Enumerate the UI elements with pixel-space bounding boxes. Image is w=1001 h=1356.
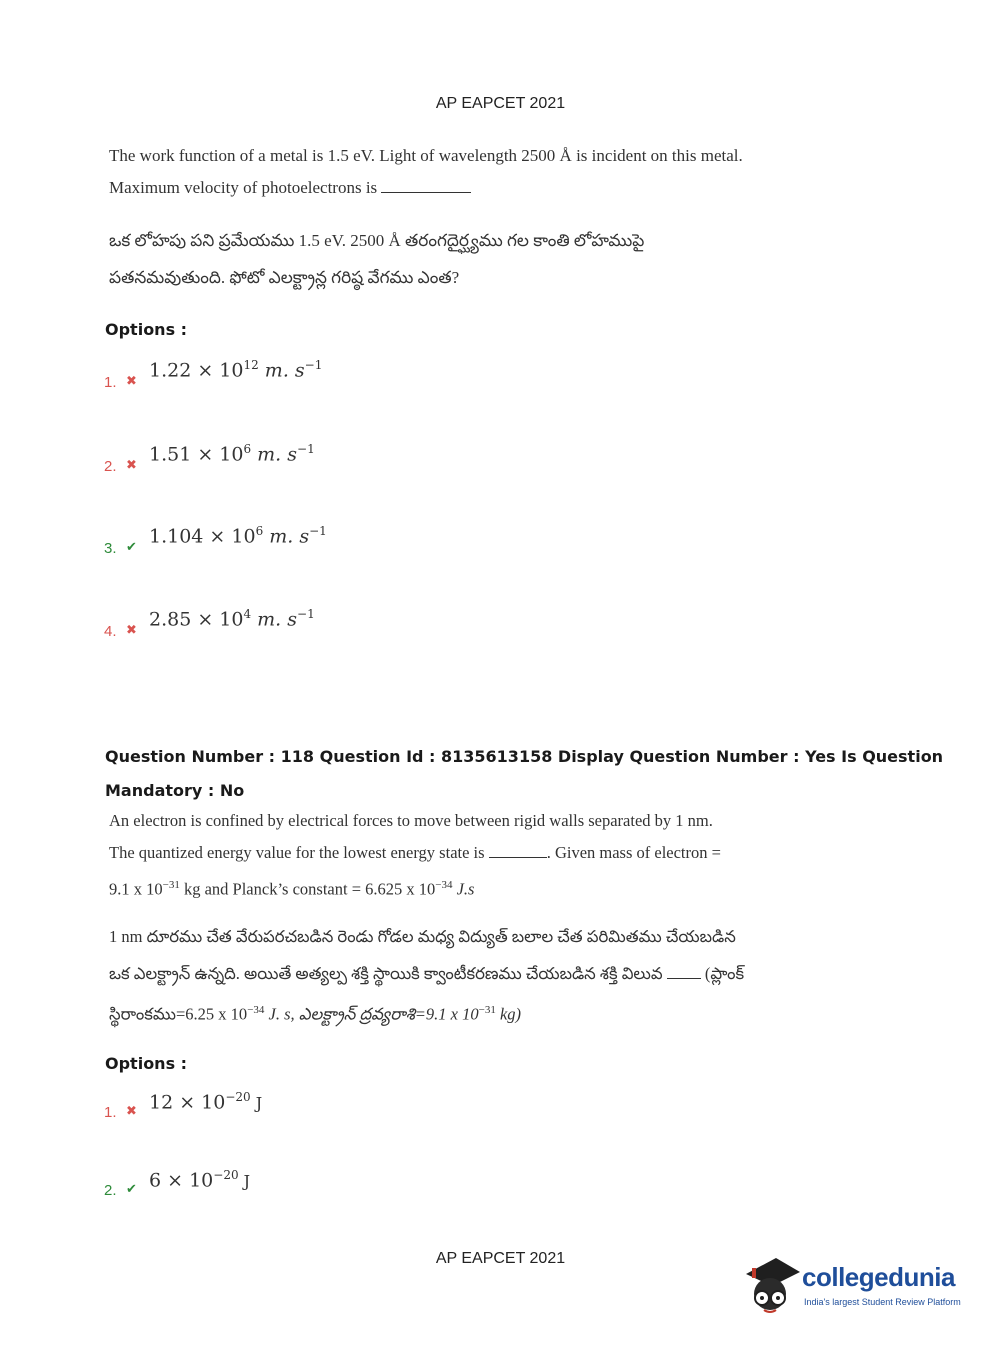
answer-blank — [489, 857, 547, 858]
q2-telugu-line3a-exp: −34 — [247, 1004, 265, 1016]
option-unit-exponent: −1 — [304, 358, 323, 372]
q2-meta-line1: Question Number : 118 Question Id : 8135613158 Display Question Number : Yes Is Question — [105, 747, 944, 766]
cross-icon: ✖ — [126, 373, 137, 388]
q2-english-line3b-exp: −34 — [435, 879, 453, 891]
option-unit: m. s — [263, 525, 310, 548]
option-unit-exponent: −1 — [297, 607, 315, 621]
q2-telugu-line3b: J. s, ఎలక్ట్రాన్ ద్రవ్యరాశి=9.1 x 10 — [264, 1004, 479, 1024]
option-value — [149, 524, 327, 547]
cross-icon: ✖ — [126, 622, 137, 637]
option-mantissa: 1.51 × 10 — [149, 443, 244, 466]
logo-tagline: India's largest Student Review Platform — [804, 1297, 961, 1307]
q2-english-line3c: J.s — [452, 879, 475, 899]
q2-english-line2b: . Given mass of electron = — [546, 843, 721, 862]
option-unit: m. s — [251, 608, 298, 631]
option-mantissa: 2.85 × 10 — [149, 608, 244, 631]
option-number: 3. — [104, 540, 117, 557]
option-exponent: 12 — [243, 358, 259, 372]
q2-telugu-line1: 1 nm దూరము చేత వేరుపరచబడిన రెండు గోడల మధ్య విద్యుత్ బలాల చేత పరిమితము చేయబడిన — [109, 927, 736, 946]
q2-english-line1: An electron is confined by electrical forces to move between rigid walls separated by 1 nm. — [109, 811, 713, 830]
q2-telugu-line3c: kg) — [495, 1004, 522, 1024]
option-exponent: −20 — [225, 1090, 251, 1104]
q2-english-line2a: The quantized energy value for the lowest energy state is — [109, 843, 485, 862]
q2-telugu — [109, 918, 744, 1033]
answer-blank — [381, 192, 471, 193]
q1-english — [109, 140, 743, 204]
q2-english-line3a-exp: −31 — [162, 879, 180, 891]
mascot-icon — [742, 1250, 802, 1320]
option-number: 1. — [104, 374, 117, 391]
q2-telugu-line3a: స్థిరాంకము=6.25 x 10 — [109, 1004, 248, 1024]
option-unit: m. s — [251, 443, 298, 466]
option-number: 2. — [104, 1182, 117, 1199]
option-mantissa: 12 × 10 — [149, 1091, 226, 1114]
option-unit-exponent: −1 — [309, 524, 327, 538]
q2-english-line3b: kg and Planck’s constant = 6.625 x 10 — [179, 879, 436, 899]
check-icon: ✔ — [126, 1181, 137, 1196]
logo-brand: collegedunia — [802, 1262, 955, 1292]
option-unit: J — [250, 1093, 263, 1113]
option-value — [149, 1090, 262, 1113]
q1-options-label: Options : — [105, 320, 188, 339]
option-number: 1. — [104, 1104, 117, 1121]
option-exponent: 6 — [243, 442, 252, 456]
q2-options-label: Options : — [105, 1054, 188, 1073]
q2-telugu-line3b-exp: −31 — [478, 1004, 496, 1016]
option-mantissa: 6 × 10 — [149, 1169, 214, 1192]
q2-telugu-line3 — [109, 992, 744, 1033]
q2-english — [109, 805, 721, 906]
q2-telugu-line2a: ఒక ఎలక్ట్రాన్ ఉన్నది. అయితే అత్యల్ప శక్తి స్థాయికి క్వాంటీకరణము చేయబడిన శక్తి విలువ — [109, 964, 663, 983]
q2-telugu-line2 — [109, 955, 744, 992]
option-exponent: 4 — [243, 607, 252, 621]
option-number: 2. — [104, 458, 117, 475]
option-value — [149, 607, 315, 630]
option-exponent: −20 — [213, 1168, 239, 1182]
q1-english-line2 — [109, 172, 743, 204]
q1-telugu — [109, 222, 644, 296]
q2-english-line3a: 9.1 x 10 — [109, 879, 163, 899]
option-unit-exponent: −1 — [297, 442, 315, 456]
q1-english-line1: The work function of a metal is 1.5 eV. Light of wavelength 2500 Å is incident on this metal. — [109, 146, 743, 165]
option-unit: m. s — [258, 359, 305, 382]
answer-blank — [667, 978, 701, 979]
cross-icon: ✖ — [126, 1103, 137, 1118]
page-header: AP EAPCET 2021 — [435, 95, 566, 112]
q2-telugu-line2b: (ప్లాంక్ — [700, 964, 745, 983]
option-value — [149, 358, 322, 381]
option-exponent: 6 — [255, 524, 264, 538]
cross-icon: ✖ — [126, 457, 137, 472]
option-unit: J — [238, 1171, 251, 1191]
q2-english-line3 — [109, 869, 721, 906]
option-mantissa: 1.104 × 10 — [149, 525, 256, 548]
q1-telugu-line1: ఒక లోహపు పని ప్రమేయము 1.5 eV. 2500 Å తరంగదైర్ఘ్యము గల కాంతి లోహముపై — [109, 231, 645, 250]
collegedunia-logo[interactable] — [742, 1250, 972, 1320]
option-number: 4. — [104, 623, 117, 640]
check-icon: ✔ — [126, 539, 137, 554]
option-mantissa: 1.22 × 10 — [149, 359, 244, 382]
q2-meta-line2: Mandatory : No — [105, 781, 245, 800]
q1-telugu-line2: పతనమవుతుంది. ఫోటో ఎలక్ట్రాన్ల గరిష్ఠ వేగము ఎంత? — [109, 268, 460, 287]
page-footer: AP EAPCET 2021 — [435, 1250, 566, 1267]
option-value — [149, 1168, 250, 1191]
q1-english-line2-text: Maximum velocity of photoelectrons is — [109, 178, 378, 197]
q2-meta — [105, 740, 943, 808]
option-value — [149, 442, 315, 465]
q2-english-line2 — [109, 837, 721, 869]
